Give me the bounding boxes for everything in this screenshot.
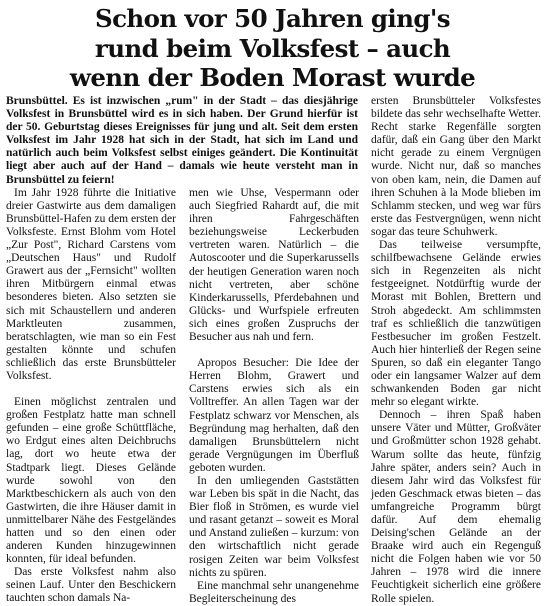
lead-spacer — [189, 95, 359, 187]
paragraph: men wie Uhse, Vespermann oder auch Siegfried Rahardt auf, die mit ihren Fahrgeschäften beziehungsweise Leckerbuden vertreten waren. Natürlich – die Autoscooter und die Superkarussells der heutigen Generation waren noch nicht vertreten, aber schöne Kinderkarussells, Pferdebahnen und Glücks- und Wurfspiele erfreuten sich eines großen Zuspruchs der Besucher aus nah und fern. — [189, 187, 359, 344]
article-columns — [6, 95, 541, 605]
paragraph: ersten Brunsbütteler Volksfestes bildete das sehr wechselhafte Wetter. Recht starke Regenfälle sorgten dafür, daß ein Gang über den Markt nicht gerade zu einem Vergnügen wurde. Nicht nur, daß so manches von oben kam, nein, die Damen auf ihren Schuhen à la Mode blieben im Schlamm stecken, und weg war fürs erste das Festvergnügen, wenn nicht sogar das teure Schuhwerk. — [371, 95, 541, 238]
headline — [6, 4, 539, 93]
lead-paragraph: Brunsbüttel. Es ist inzwischen „rum" in der Stadt – das diesjährige Volksfest in Brunsbüttel wird es in sich haben. Der Grund hierfür ist der 50. Geburtstag dieses Ereignisses für jung und alt. Seit dem ersten Volksfest im Jahr 1928 hat sich in der Stadt, hat sich im Land und natürlich auch beim Volksfest selbst einiges geändert. Die Kontinuität liegt aber auch auf der Hand – damals wie heute versteht man in Brunsbüttel zu feiern! — [6, 95, 358, 186]
headline-line-3: wenn der Boden Morast wurde — [69, 63, 476, 92]
column-2 — [189, 95, 359, 606]
paragraph: Dennoch – ihren Spaß haben unsere Väter und Mütter, Großväter und Großmütter schon 1928 gehabt. Warum sollte das heute, fünfzig Jahre später, anders sein? Auch in diesem Jahr wird das Volksfest für jeden Geschmack etwas bieten – das umfangreiche Programm bürgt dafür. Auf dem ehemalig Deising'schen Gelände an der Braake wird auch ein Regenguß nicht die Folgen haben wie vor 50 Jahren – 1978 wird die innere Feuchtigkeit sicherlich eine größere Rolle spielen. — [371, 409, 541, 605]
headline-line-2: rund beim Volksfest – auch — [94, 33, 451, 63]
paragraph: Das teilweise versumpfte, schilfbewachsene Gelände erwies sich in Regenzeiten als nicht festgeeignet. Notdürftig wurde der Morast mit Bohlen, Brettern und Stroh abgedeckt. Am schlimmsten traf es schließlich die tanzwütigen Festbesucher im großen Festzelt. Auch hier hinterließ der Regen seine Spuren, so daß ein eleganter Tango oder ein langsamer Walzer auf dem schwankenden Boden gar nicht mehr so elegant wirkte. — [371, 239, 541, 409]
paragraph: Im Jahr 1928 führte die Initiative dreier Gastwirte aus dem damaligen Brunsbüttel-Hafen zu dem ersten der Volksfeste. Ernst Blohm vom Hotel „Zur Post", Richard Carstens vom „Deutschen Haus" und Rudolf Grawert aus der „Fernsicht" wollten ihren Mitbürgern einmal etwas besonderes bieten. Also setzten sie sich mit Schaustellern und anderen Marktleuten zusammen, beratschlagten, wie man so ein Fest gestalten könnte und schufen schließlich das erste Brunsbütteler Volksfest. — [6, 186, 176, 382]
paragraph: Einen möglichst zentralen und großen Festplatz hatte man schnell gefunden – eine große Schüttfläche, wo Erdgut eines alten Deichbruchs lag, dort wo heute etwa der Stadtpark liegt. Dieses Gelände wurde sowohl von den Marktbeschickern als auch von den Gastwirten, die ihre Häuser damit in unmittelbarer Nähe des Festgeländes hatten und so den einen oder anderen Kunden hinzugewinnen konnten, für ideal befunden. — [6, 396, 176, 566]
paragraph: In den umliegenden Gaststätten war Leben bis spät in die Nacht, das Bier floß in Strömen, es wurde viel und rasant getanzt – soweit es Moral und Anstand zuließen – kurzum: von den wirtschaftlich nicht gerade rosigen Zeiten war beim Volksfest nichts zu spüren. — [189, 474, 359, 579]
paragraph: Apropos Besucher: Die Idee der Herren Blohm, Grawert und Carstens erwies sich als ein Volltreffer. An allen Tagen war der Festplatz schwarz vor Menschen, als Begründung mag herhalten, daß den damaligen Brunsbüttelern nicht gerade Vergnügungen im Überfluß geboten wurden. — [189, 357, 359, 474]
paragraph: Eine manchmal sehr unangenehme Begleiterscheinung des — [189, 579, 359, 605]
paragraph: Das erste Volksfest nahm also seinen Lauf. Unter den Beschickern tauchten schon damals Na- — [6, 566, 176, 605]
column-3 — [371, 95, 541, 606]
headline-line-1: Schon vor 50 Jahren ging's — [95, 4, 450, 33]
